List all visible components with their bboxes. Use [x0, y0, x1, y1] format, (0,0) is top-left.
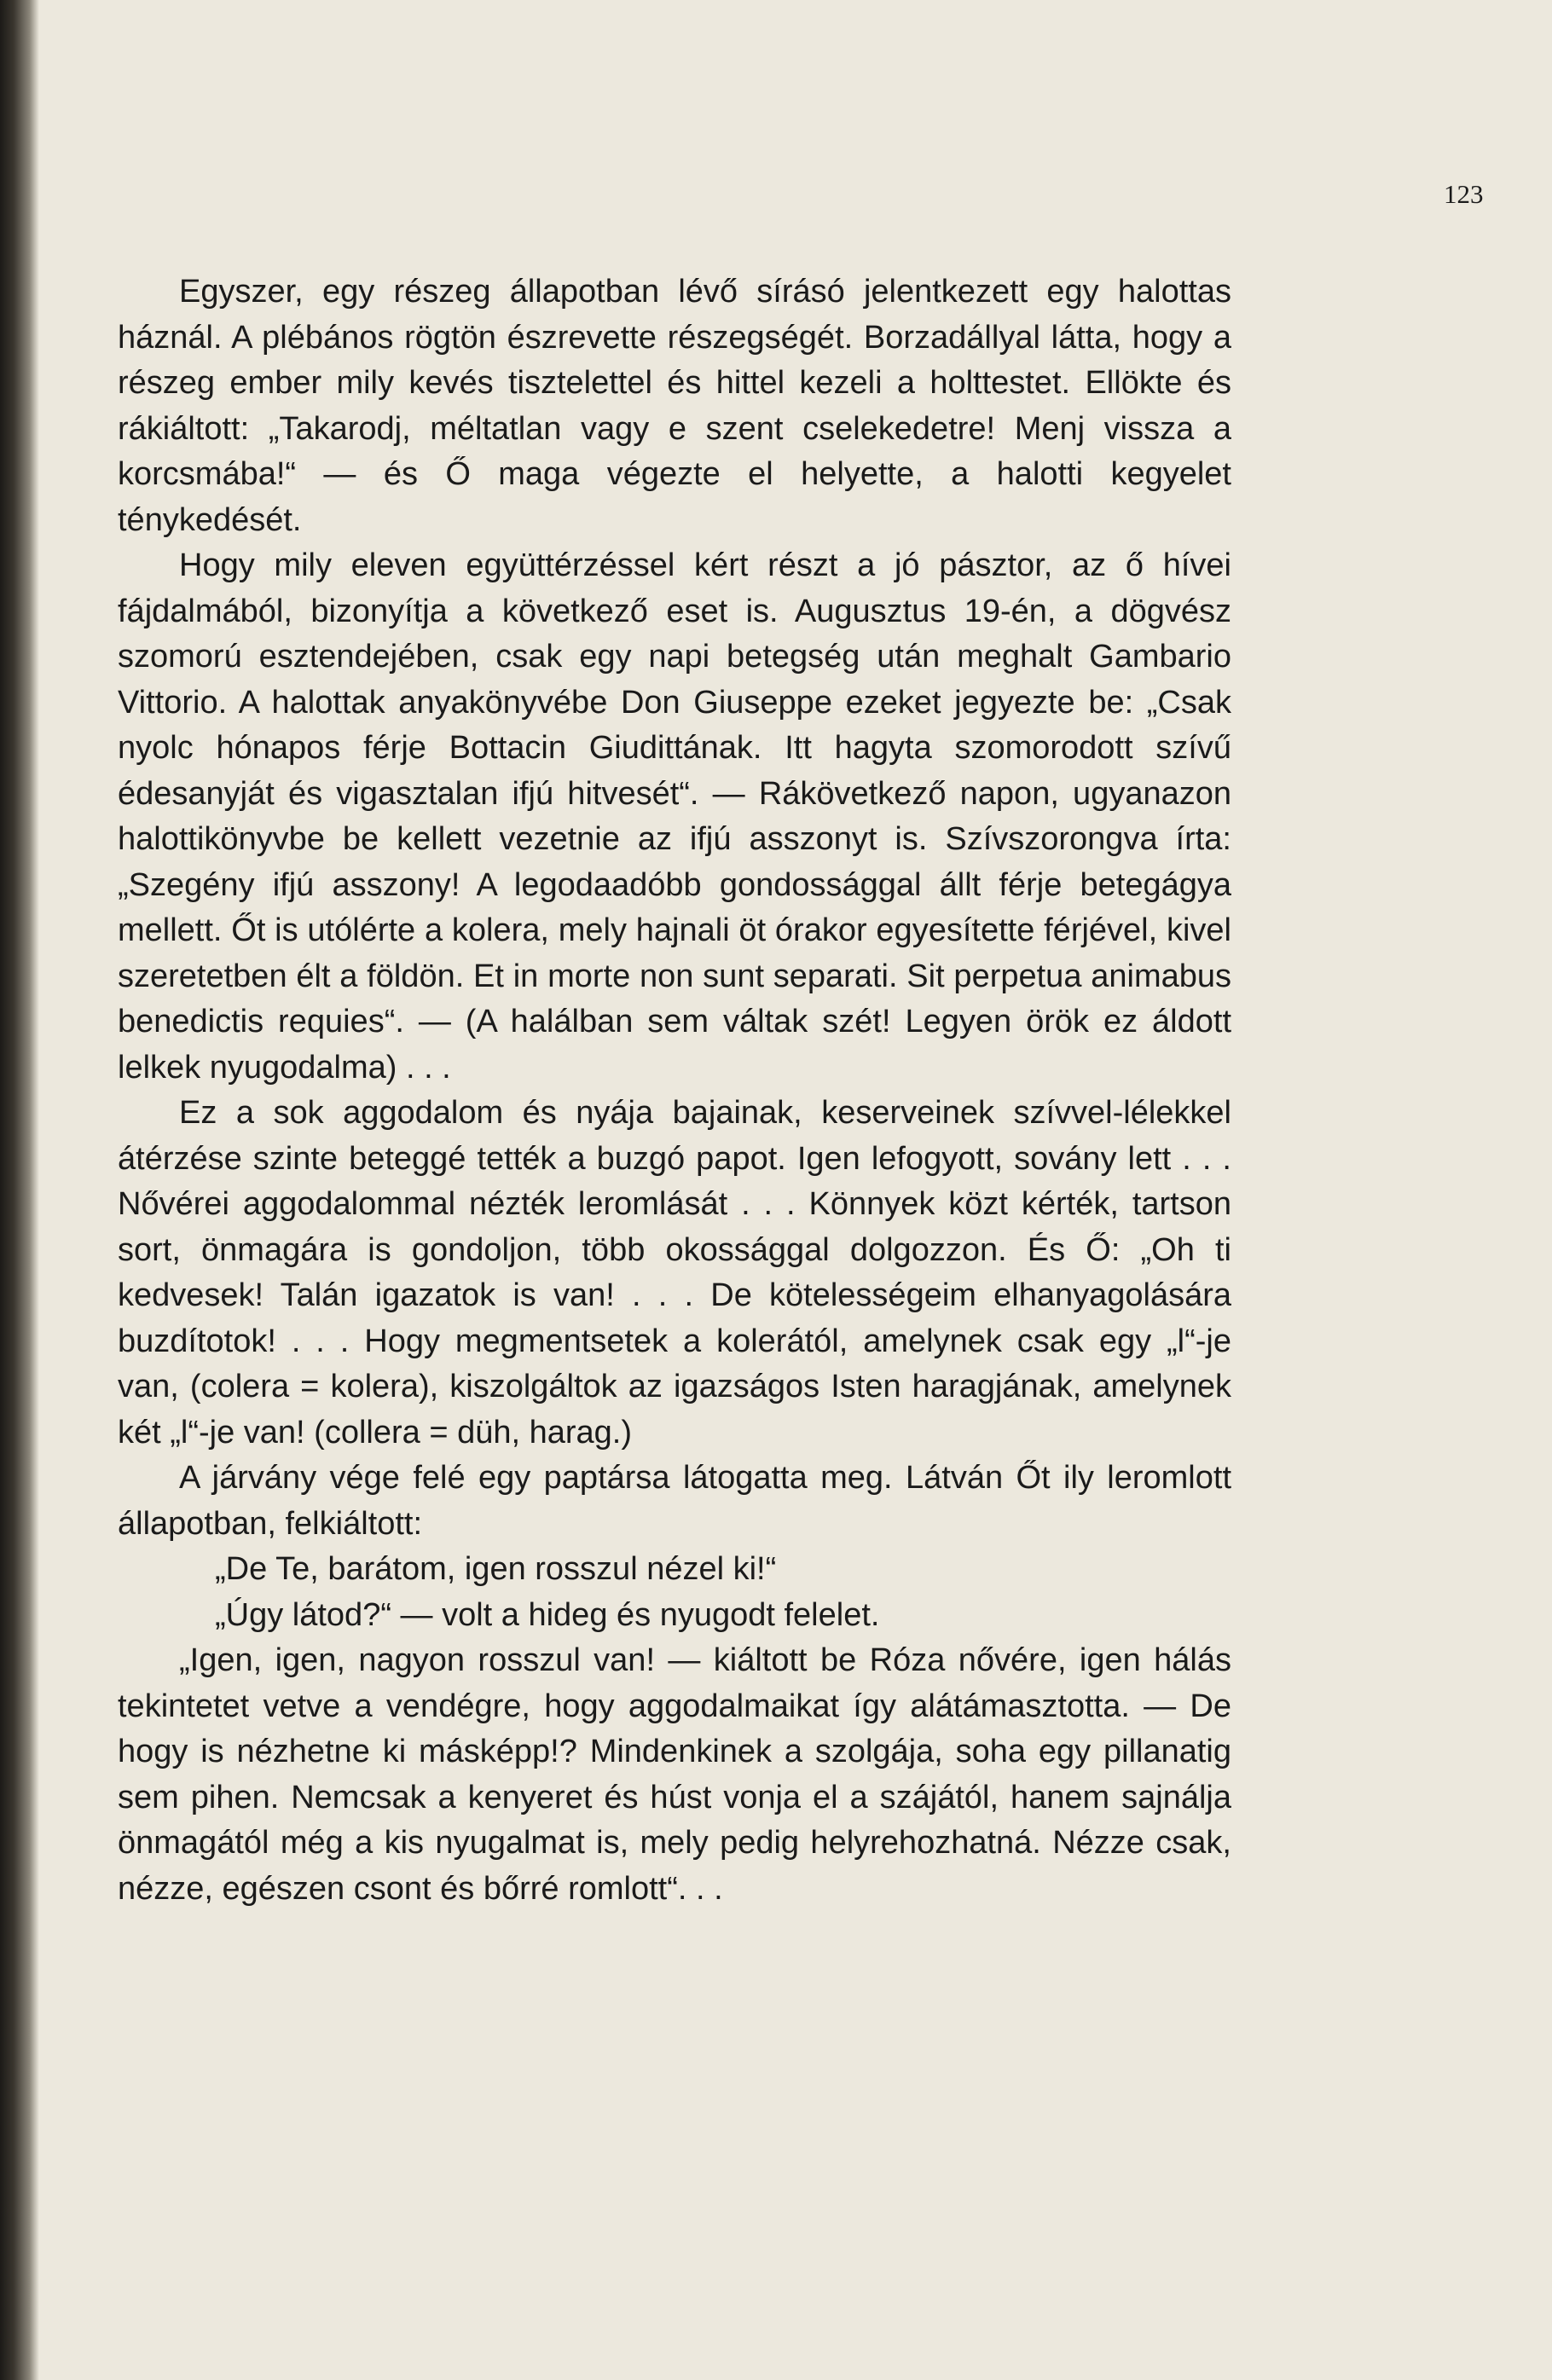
paragraph-2: Hogy mily eleven együttérzéssel kért részt a jó pásztor, az ő hívei fájdalmából, bizonyítja a következő eset is. Augusztus 19-én, a dögvész szomorú esztendejében, csak egy napi betegség után meghalt Gambario Vittorio. A halottak anyakönyvébe Don Giuseppe ezeket jegyezte be: „Csak nyolc hónapos férje Bottacin Giudittának. Itt hagyta szomorodott szívű édesanyját és vigasztalan ifjú hitvesét“. — Rákövetkező napon, ugyanazon halottikönyvbe be kellett vezetnie az ifjú asszonyt is. Szívszorongva írta: „Szegény ifjú asszony! A legodaadóbb gondossággal állt férje betegágya mellett. Őt is utólérte a kolera, mely hajnali öt órakor egyesítette férjével, kivel szeretetben élt a földön. Et in morte non sunt separati. Sit perpetua animabus benedictis requies“. — (A halálban sem váltak szét! Legyen örök ez áldott lelkek nyugodalma) . . .	[118, 547, 1231, 1086]
paragraph-3: Ez a sok aggodalom és nyája bajainak, keserveinek szívvel-lélekkel átérzése szinte beteggé tették a buzgó papot. Igen lefogyott, sovány lett . . . Nővérei aggodalommal nézték leromlását . . . Könnyek közt kérték, tartson sort, önmagára is gondoljon, több okossággal dolgozzon. És Ő: „Oh ti kedvesek! Talán igazatok is van! . . . De kötelességeim elhanyagolására buzdítotok! . . . Hogy megmentsetek a kolerától, amelynek csak egy „l“-je van, (colera = kolera), kiszolgáltok az igazságos Isten haragjának, amelynek két „l“-je van! (collera = düh, harag.)	[118, 1095, 1231, 1451]
paragraph-5: „Igen, igen, nagyon rosszul van! — kiáltott be Róza nővére, igen hálás tekintetet vetve a vendégre, hogy aggodalmaikat így alátámasztotta. — De hogy is nézhetne ki másképp!? Mindenkinek a szolgája, soha egy pillanatig sem pihen. Nemcsak a kenyeret és húst vonja el a szájától, hanem sajnálja önmagától még a kis nyugalmat is, mely pedig helyrehozhatná. Nézze csak, nézze, egészen csont és bőrré romlott“. . .	[118, 1642, 1231, 1907]
page-number: 123	[1444, 179, 1484, 209]
paragraph-4: A járvány vége felé egy paptársa látogatta meg. Látván Őt ily leromlott állapotban, felkiáltott:	[118, 1460, 1231, 1542]
dialog-line-2: „Úgy látod?“ — volt a hideg és nyugodt felelet.	[215, 1596, 880, 1633]
paragraph-1: Egyszer, egy részeg állapotban lévő sírásó jelentkezett egy halottas háznál. A plébános rögtön észrevette részegségét. Borzadállyal látta, hogy a részeg ember mily kevés tisztelettel és hittel kezeli a holttestet. Ellökte és rákiáltott: „Takarodj, méltatlan vagy e szent cselekedetre! Menj vissza a korcsmába!“ — és Ő maga végezte el helyette, a halotti kegyelet ténykedését.	[118, 274, 1231, 538]
dialog-line-1: „De Te, barátom, igen rosszul nézel ki!“	[215, 1551, 777, 1587]
binding-shadow	[0, 0, 39, 2380]
body-text	[118, 269, 1231, 1912]
